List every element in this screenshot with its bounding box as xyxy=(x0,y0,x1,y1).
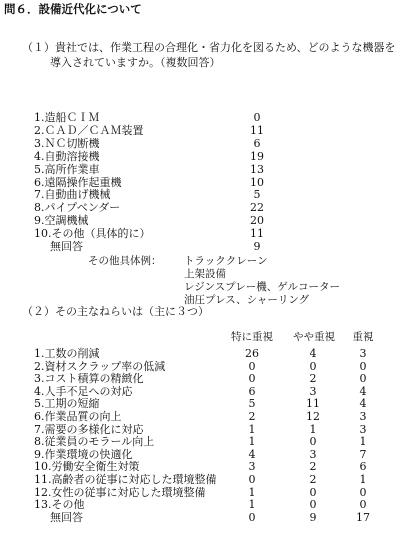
q2-header-yaya: やや重視 xyxy=(293,331,335,343)
q2-cell: 6 xyxy=(248,384,256,398)
q2-cell: 12 xyxy=(306,410,320,423)
q2-cell: 5 xyxy=(248,397,256,411)
q2-cell: 0 xyxy=(359,372,367,386)
q2-row-label: 6.作業品質の向上 xyxy=(34,410,122,423)
q1-example: 上架設備 xyxy=(184,268,226,280)
q2-cell: 0 xyxy=(309,435,317,449)
q2-row-label: 2.資材スクラップ率の低減 xyxy=(34,359,166,373)
q2-prompt: （２）その主なねらいは（主に３つ） xyxy=(22,305,209,318)
q1-item-count: 13 xyxy=(250,162,264,176)
q1-item-label: 7.自動曲げ機械 xyxy=(34,188,111,202)
q1-item-count: 19 xyxy=(250,149,264,163)
q2-cell: 1 xyxy=(359,435,367,449)
q2-row-label: 9.作業環境の快適化 xyxy=(34,447,133,461)
q2-row-label: 13.その他 xyxy=(34,498,85,512)
q2-cell: 3 xyxy=(248,460,256,474)
q2-cell: 4 xyxy=(359,397,367,411)
q1-examples-label: その他具体例： xyxy=(88,255,162,267)
q1-item-count: 20 xyxy=(250,214,264,228)
q2-cell: 3 xyxy=(359,347,367,360)
q2-cell: 0 xyxy=(248,372,256,386)
q2-cell: 0 xyxy=(359,485,367,499)
q1-prompt-line1: （１）貴社では、作業工程の合理化・省力化を図るため、どのような機器を xyxy=(22,41,396,54)
q2-cell: 1 xyxy=(248,485,256,499)
q1-example: 油圧プレス、シャーリング xyxy=(184,294,310,306)
q2-cell: 1 xyxy=(248,435,256,449)
page-title: 問６．設備近代化について xyxy=(4,2,142,16)
q2-cell: 2 xyxy=(309,473,317,486)
q1-item-label: 3.ＮＣ切断機 xyxy=(34,136,100,150)
q2-cell: 3 xyxy=(309,384,317,398)
q1-item-label: 8.パイプベンダー xyxy=(34,201,121,215)
q2-cell: 6 xyxy=(359,460,367,474)
q2-cell: 0 xyxy=(248,473,256,486)
q2-cell: 17 xyxy=(356,510,370,524)
q2-cell: 0 xyxy=(359,359,367,373)
q1-item-label: 無回答 xyxy=(50,240,83,253)
q2-row-label: 1.工数の削減 xyxy=(34,347,100,360)
q1-item-label: 9.空調機械 xyxy=(34,214,89,228)
q2-cell: 2 xyxy=(309,460,317,474)
q2-cell: 3 xyxy=(309,447,317,461)
q2-cell: 1 xyxy=(248,422,256,436)
q1-item-label: 2.ＣＡＤ／ＣＡＭ装置 xyxy=(34,123,144,137)
q2-cell: 4 xyxy=(248,447,256,461)
q2-cell: 2 xyxy=(248,410,256,423)
q2-row-label: 11.高齢者の従事に対応した環境整備 xyxy=(34,473,217,486)
q2-cell: 11 xyxy=(306,397,320,411)
q2-cell: 9 xyxy=(309,510,317,524)
q1-example: トラッククレーン xyxy=(184,255,268,267)
q1-item-count: 22 xyxy=(250,201,264,215)
q2-row-label: 無回答 xyxy=(50,510,83,524)
q2-cell: 2 xyxy=(309,372,317,386)
q2-header-tokuni: 特に重視 xyxy=(231,331,273,343)
q2-cell: 3 xyxy=(359,422,367,436)
q2-row-label: 4.人手不足への対応 xyxy=(34,384,133,398)
q2-row-label: 3.コスト積算の精緻化 xyxy=(34,372,144,386)
q1-item-label: 10.その他（具体的に） xyxy=(34,227,151,241)
q1-prompt-line2: 導入されていますか。（複数回答） xyxy=(50,56,221,69)
q2-cell: 4 xyxy=(309,347,317,360)
q1-item-count: 10 xyxy=(250,175,264,189)
q2-row-label: 8.従業員のモラール向上 xyxy=(34,435,155,449)
q1-item-label: 4.自動溶接機 xyxy=(34,149,100,163)
q2-cell: 26 xyxy=(245,347,259,360)
q1-item-count: 11 xyxy=(250,227,264,241)
q2-row-label: 5.工期の短縮 xyxy=(34,397,100,411)
q2-cell: 1 xyxy=(359,473,367,486)
q2-cell: 0 xyxy=(248,359,256,373)
q1-item-count: 0 xyxy=(253,111,261,124)
q1-item-count: 6 xyxy=(253,136,261,150)
q1-example: レジンスプレー機、ゲルコーター xyxy=(184,281,341,293)
q2-cell: 0 xyxy=(248,510,256,524)
q2-cell: 4 xyxy=(359,384,367,398)
q2-row-label: 12.女性の従事に対応した環境整備 xyxy=(34,485,206,499)
q2-cell: 3 xyxy=(359,410,367,423)
q1-item-count: 11 xyxy=(250,123,264,137)
q1-item-label: 1.造船ＣＩＭ xyxy=(34,111,100,124)
q2-cell: 0 xyxy=(309,359,317,373)
q2-header-juushi: 重視 xyxy=(352,331,374,343)
q2-cell: 1 xyxy=(309,422,317,436)
q2-cell: 0 xyxy=(309,485,317,499)
q1-item-count: 9 xyxy=(253,240,261,253)
q1-item-count: 5 xyxy=(253,188,261,202)
q2-cell: 0 xyxy=(309,498,317,512)
q1-item-label: 6.遠隔操作起重機 xyxy=(34,175,122,189)
q2-cell: 7 xyxy=(359,447,367,461)
q1-item-label: 5.高所作業車 xyxy=(34,162,100,176)
q2-cell: 1 xyxy=(248,498,256,512)
q2-cell: 0 xyxy=(359,498,367,512)
q2-row-label: 10.労働安全衛生対策 xyxy=(34,460,140,474)
q2-row-label: 7.需要の多様化に対応 xyxy=(34,422,144,436)
